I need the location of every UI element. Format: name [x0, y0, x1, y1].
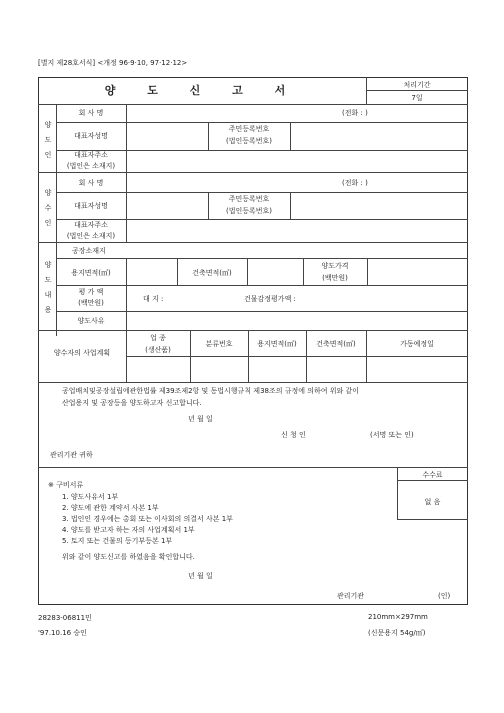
document-item: 3. 법인인 경우에는 총회 또는 이사회의 의결서 사본 1부 — [62, 515, 233, 523]
transferee-group-label: 양 수 인 — [44, 189, 52, 227]
operation-date-column: 가동예정일 — [400, 340, 434, 348]
document-item: 2. 양도에 관한 계약서 사본 1부 — [62, 504, 159, 512]
declaration-line-2: 산업용지 및 공장등을 양도하고자 신고합니다. — [62, 399, 202, 407]
transferor-reg-no-label: 주민등록번호 — [228, 125, 270, 133]
document-item: 5. 토지 또는 건물의 등기부등본 1부 — [62, 537, 173, 545]
transferee-corp-reg-no-label: (법인등록번호) — [225, 207, 273, 215]
declaration-date: 년 월 일 — [188, 415, 213, 423]
transfer-price-label: 양도가격 — [321, 262, 349, 270]
declaration-line-1: 공업배치및공장설립에관한법률 제39조제2항 및 동법시행규칙 제38조의 규정에 의하여 위와 같이 — [62, 387, 360, 395]
signature-label: (서명 또는 인) — [370, 431, 414, 439]
document-item: 1. 양도사유서 1부 — [62, 493, 119, 501]
document-item: 4. 양도를 받고자 하는 자의 사업계획서 1부 — [62, 526, 195, 534]
form-code: 28283-06811민 — [38, 614, 92, 622]
processing-period-label: 처리기간 — [403, 81, 431, 89]
authority-seal: (인) — [438, 592, 451, 600]
content-group-label: 양 도 내 용 — [44, 261, 52, 314]
transferor-phone-label: (전화 : ) — [342, 109, 368, 117]
valuation-unit: (백만원) — [78, 299, 104, 307]
approval-date: '97.10.16 승인 — [38, 629, 87, 637]
transfer-price-unit: (백만원) — [322, 274, 348, 282]
transferee-rep-name-label: 대표자성명 — [74, 202, 108, 210]
class-number-column: 분류번호 — [205, 340, 233, 348]
transfer-reason-label: 양도사유 — [77, 317, 105, 325]
transferor-company-label: 회 사 명 — [78, 109, 104, 117]
transferor-location-note: (법인은 소재지) — [66, 162, 116, 170]
authority-label: 관리기관 — [337, 592, 365, 600]
form-title: 양 도 신 고 서 — [104, 84, 300, 97]
processing-period-value: 7일 — [411, 94, 423, 102]
recipient-label: 관리기관 귀하 — [50, 451, 93, 459]
building-area-label: 건축면적(㎡) — [192, 269, 232, 277]
plan-building-area-column: 건축면적(㎡) — [316, 340, 356, 348]
transferee-location-note: (법인은 소재지) — [66, 232, 116, 240]
fee-label: 수수료 — [422, 471, 443, 479]
transferee-phone-label: (전화 : ) — [342, 179, 368, 187]
transferee-rep-address-label: 대표자주소 — [74, 221, 108, 229]
required-documents-title: ※ 구비서류 — [48, 481, 84, 489]
confirmation-text: 위와 같이 양도신고를 하였음을 확인합니다. — [62, 553, 195, 561]
paper-size: 210mm×297mm — [368, 613, 428, 621]
transferor-group-label: 양 도 인 — [44, 121, 52, 159]
business-plan-label: 양수자의 사업계획 — [53, 349, 111, 357]
form-reference: [별지 제28호서식] <개정 96·9·10, 97·12·12> — [38, 59, 188, 67]
product-column: (생산품) — [145, 346, 171, 354]
factory-location-label: 공장소재지 — [72, 247, 106, 255]
applicant-label: 신 청 인 — [281, 431, 306, 439]
land-area-label: 용지면적(㎡) — [71, 269, 111, 277]
plan-land-area-column: 용지면적(㎡) — [257, 340, 297, 348]
building-appraisal-label: 건물감정평가액 : — [244, 295, 296, 303]
industry-column: 업 종 — [150, 334, 166, 342]
confirmation-date: 년 월 일 — [188, 572, 213, 580]
land-valuation-label: 대 지 : — [143, 295, 164, 303]
transferor-rep-name-label: 대표자성명 — [74, 132, 108, 140]
transferor-corp-reg-no-label: (법인등록번호) — [225, 137, 273, 145]
transferee-company-label: 회 사 명 — [78, 179, 104, 187]
valuation-label: 평 가 액 — [78, 288, 104, 296]
paper-type: (신문용지 54g/㎡) — [368, 629, 426, 637]
transferor-rep-address-label: 대표자주소 — [74, 151, 108, 159]
transferee-reg-no-label: 주민등록번호 — [228, 195, 270, 203]
fee-value: 없 음 — [424, 498, 441, 506]
